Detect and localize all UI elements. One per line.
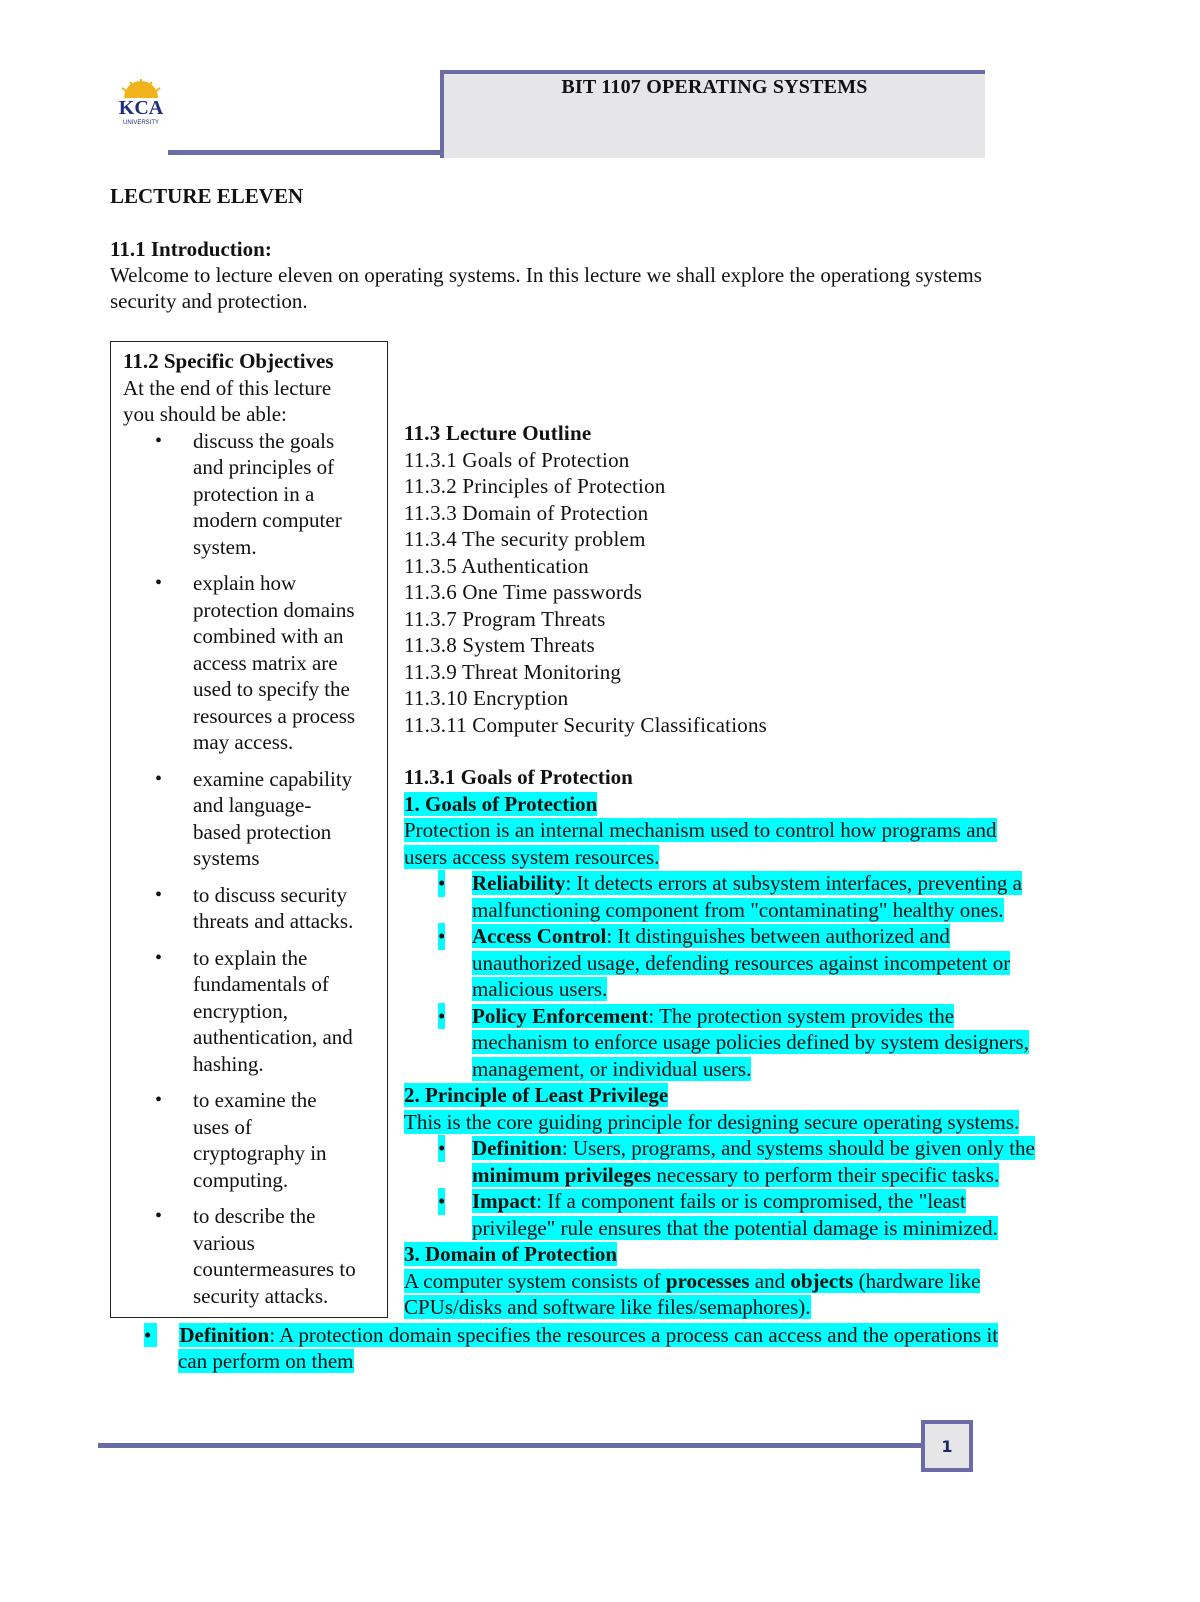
access-control-line-2: unauthorized usage, defending resources against incompetent or [472, 950, 1011, 975]
objective-line: explain how [193, 571, 297, 595]
objective-line: uses of [193, 1114, 252, 1139]
outline-item: 11.3.3 Domain of Protection [404, 500, 649, 525]
objective-line: to describe the [193, 1204, 316, 1228]
objective-line: examine capability [193, 766, 353, 791]
outline-item: 11.3.4 The security problem [404, 527, 646, 551]
outline-item: 11.3.7 Program Threats [404, 606, 606, 631]
objectives-list [123, 428, 385, 1310]
term-access-control: Access Control [472, 924, 607, 948]
domain-definition: • Definition: A protection domain specifies the resources a process can access and the operations it [144, 1323, 999, 1347]
subheading-domain: 3. Domain of Protection [404, 1242, 618, 1266]
objective-line: based protection [193, 819, 332, 844]
intro-heading: 11.1 Introduction: [110, 237, 272, 261]
policy-line-3: management, or individual users. [472, 1056, 752, 1081]
objective-line: discuss the goals [193, 428, 335, 453]
reliability-line-2: malfunctioning component from "contaminating" healthy ones. [472, 897, 1004, 922]
objective-line: combined with an [193, 624, 344, 648]
objective-line: used to specify the [193, 677, 350, 701]
domain-definition-line-2: can perform on them [178, 1349, 354, 1373]
intro-line-2: security and protection. [110, 289, 308, 313]
access-control-line-3: malicious users. [472, 977, 608, 1001]
objective-line: encryption, [193, 998, 289, 1023]
term-minimum-privileges: minimum privileges [472, 1162, 652, 1187]
objective-item: • to describe the various countermeasures to security attacks. [123, 1203, 385, 1309]
objective-line: cryptography in [193, 1141, 327, 1165]
outline-item: 11.3.10 Encryption [404, 686, 569, 710]
objective-line: resources a process [193, 703, 356, 728]
objective-line: to discuss security [193, 882, 347, 907]
objective-item: • examine capability and language- based protection systems [123, 766, 385, 872]
list-item: • Access Control: It distinguishes between authorized and [438, 924, 950, 948]
university-logo [110, 78, 172, 130]
objective-item: • explain how protection domains combined with an access matrix are used to specify the resources a process may access. [123, 570, 385, 756]
objective-item: • to discuss security threats and attacks. [123, 882, 385, 935]
objective-line: systems [193, 846, 260, 870]
objective-line: to explain the [193, 945, 308, 970]
goals-heading: 11.3.1 Goals of Protection [404, 765, 633, 789]
objective-line: and language- [193, 793, 312, 817]
objective-item: • to examine the uses of cryptography in computing. [123, 1087, 385, 1193]
objective-line: various [193, 1230, 255, 1255]
page-number: 1 [921, 1420, 973, 1472]
objective-line: computing. [193, 1167, 289, 1192]
subheading-goals: 1. Goals of Protection [404, 791, 598, 816]
lecture-title: LECTURE ELEVEN [110, 184, 304, 208]
goals-para-line-1: Protection is an internal mechanism used to control how programs and [404, 818, 997, 842]
objectives-lead-1: At the end of this lecture [123, 375, 332, 400]
objective-line: authentication, and [193, 1025, 353, 1049]
course-title: BIT 1107 OPERATING SYSTEMS [561, 76, 868, 98]
outline-item: 11.3.2 Principles of Protection [404, 474, 666, 498]
objective-line: countermeasures to [193, 1257, 356, 1281]
objective-line: security attacks. [193, 1283, 329, 1308]
term-definition: Definition [472, 1136, 562, 1160]
header-rule [168, 150, 444, 155]
outline-item: 11.3.1 Goals of Protection [404, 447, 630, 472]
goals-section: 11.3.1 Goals of Protection 1. Goals of Protection Protection is an internal mechanism used to control how programs and users access system resources. • Reliability: It detects errors at subsystem interfaces, preventing a malfunctioning component from "contaminating" healthy ones. • Access Control: It distinguishes between authorized and unauthorized usage, defending resources against incompetent or malicious users. • Policy Enforcement: The protection system provides the mechanism to enforce usage policies defined by system designers, management, or individual users. 2. Principle of Least Privilege This is the core guiding principle for designing secure operating systems. • Definition: Users, programs, and systems should be given only the minimum privileges necessary to perform their specific tasks. • Impact: If a component fails or is compromised, the "least privilege" rule ensures that the potential damage is minimized. 3. Domain of Protection A computer system consists of processes and objects (hardware like CPUs/disks and software like files/semaphores). [404, 764, 1104, 1321]
outline-item: 11.3.9 Threat Monitoring [404, 659, 622, 684]
objective-item: • discuss the goals and principles of protection in a modern computer system. [123, 428, 385, 561]
objective-line: and principles of [193, 455, 335, 479]
impact-line-2: privilege" rule ensures that the potential damage is minimized. [472, 1215, 998, 1240]
term-objects: objects [790, 1268, 854, 1293]
objectives-lead-2: you should be able: [123, 402, 287, 426]
objective-line: to examine the [193, 1088, 317, 1112]
outline-heading: 11.3 Lecture Outline [404, 421, 592, 445]
objective-line: access matrix are [193, 650, 338, 675]
lecture-outline [404, 420, 767, 738]
objective-line: modern computer [193, 508, 342, 532]
objective-line: may access. [193, 730, 294, 754]
policy-line-2: mechanism to enforce usage policies defined by system designers, [472, 1030, 1029, 1054]
outline-item: 11.3.11 Computer Security Classifications [404, 712, 768, 737]
objective-line: protection in a [193, 481, 315, 506]
goals-para-line-2: users access system resources. [404, 844, 660, 869]
objective-line: hashing. [193, 1051, 264, 1076]
list-item: • Policy Enforcement: The protection system provides the [438, 1003, 955, 1028]
objective-line: system. [193, 534, 257, 559]
objectives-heading: 11.2 Specific Objectives [123, 349, 334, 373]
objectives-box [110, 341, 388, 1318]
domain-para-line-2: CPUs/disks and software like files/semaphores). [404, 1295, 811, 1319]
list-item: • Definition: Users, programs, and systems should be given only the [438, 1136, 1035, 1160]
objective-line: protection domains [193, 597, 355, 622]
footer-rule [98, 1443, 924, 1448]
list-item: • Reliability: It detects errors at subsystem interfaces, preventing a [438, 871, 1022, 895]
term-reliability: Reliability [472, 871, 566, 895]
least-privilege-para: This is the core guiding principle for designing secure operating systems. [404, 1109, 1020, 1134]
outline-item: 11.3.5 Authentication [404, 553, 589, 578]
subheading-least-privilege: 2. Principle of Least Privilege [404, 1083, 669, 1107]
logo-subtext: UNIVERSITY [122, 120, 160, 126]
term-impact: Impact [472, 1189, 537, 1213]
term-policy-enforcement: Policy Enforcement [472, 1003, 649, 1028]
objective-line: fundamentals of [193, 972, 329, 996]
term-domain-definition: Definition [179, 1323, 270, 1347]
logo-text: KCA [118, 97, 164, 119]
outline-item: 11.3.6 One Time passwords [404, 580, 643, 604]
objective-line: threats and attacks. [193, 909, 354, 933]
intro-line-1: Welcome to lecture eleven on operating systems. In this lecture we shall explore the operationg systems [110, 263, 982, 287]
outline-item: 11.3.8 System Threats [404, 633, 595, 657]
term-processes: processes [665, 1268, 750, 1293]
list-item: • Impact: If a component fails or is compromised, the "least [438, 1189, 966, 1213]
objective-item: • to explain the fundamentals of encryption, authentication, and hashing. [123, 945, 385, 1078]
